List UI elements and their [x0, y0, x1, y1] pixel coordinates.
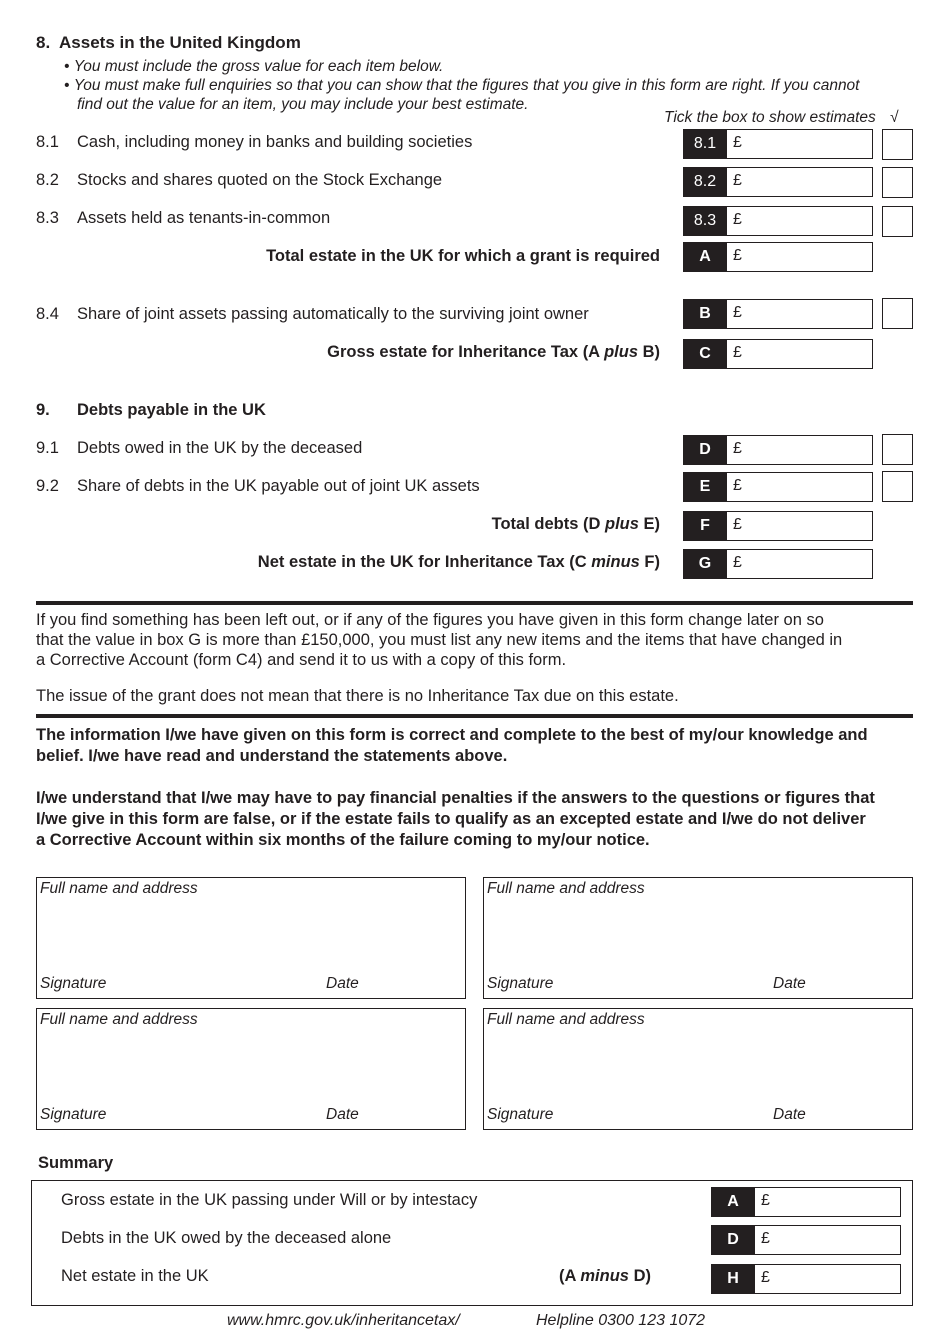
bullet-2-continued: find out the value for an item, you may include your best estimate. — [77, 96, 529, 113]
box-d-input[interactable] — [746, 440, 856, 458]
box-f-input[interactable] — [746, 516, 856, 534]
summary-box-d-amount: £ — [755, 1225, 901, 1255]
signature-label: Signature — [40, 975, 107, 992]
item-8-3-number: 8.3 — [36, 209, 59, 227]
date-label: Date — [773, 1106, 806, 1123]
date-label: Date — [326, 975, 359, 992]
name-address-label: Full name and address — [487, 1011, 645, 1028]
box-8-3-estimate-checkbox[interactable] — [882, 206, 913, 237]
section-9-number: 9. — [36, 401, 50, 419]
box-8-3-amount: £ — [727, 206, 873, 236]
box-g-input[interactable] — [746, 554, 856, 572]
signature-box-4[interactable] — [483, 1008, 913, 1130]
box-c-amount: £ — [727, 339, 873, 369]
item-8-1-label: Cash, including money in banks and building societies — [77, 133, 473, 151]
box-8-3-input[interactable] — [746, 211, 856, 229]
section-9-title: Debts payable in the UK — [77, 401, 266, 419]
box-e-estimate-checkbox[interactable] — [882, 471, 913, 502]
item-8-4-label: Share of joint assets passing automatically to the surviving joint owner — [77, 305, 589, 323]
item-9-1-label: Debts owed in the UK by the deceased — [77, 439, 363, 457]
box-c-input[interactable] — [746, 344, 856, 362]
total-a-label: Total estate in the UK for which a grant is required — [266, 247, 660, 265]
box-f-tag: F — [683, 511, 727, 541]
bullet-2: • You must make full enquiries so that you can show that the figures that you give in this form are right. If you cannot — [64, 77, 860, 94]
footer-url: www.hmrc.gov.uk/inheritancetax/ — [227, 1312, 460, 1329]
tick-mark-icon: √ — [890, 109, 899, 126]
summary-box-h-tag: H — [711, 1264, 755, 1294]
box-d-tag: D — [683, 435, 727, 465]
date-label: Date — [773, 975, 806, 992]
summary-box-h-input[interactable] — [774, 1269, 884, 1287]
net-g-label: Net estate in the UK for Inheritance Tax (C minus F) — [257, 553, 660, 571]
name-address-label: Full name and address — [487, 880, 645, 897]
box-f-amount: £ — [727, 511, 873, 541]
summary-box-a-tag: A — [711, 1187, 755, 1217]
box-g-amount: £ — [727, 549, 873, 579]
tick-note: Tick the box to show estimates √ — [664, 109, 899, 126]
notice-paragraph-1: If you find something has been left out, or if any of the figures you have given in this form change later on so that the value in box G is more than £150,000, you must list any new items and the items that have changed in a Corrective Account (form C4) and send it to us with a copy of this form. — [36, 611, 843, 669]
box-8-2-tag: 8.2 — [683, 167, 727, 197]
box-c-tag: C — [683, 339, 727, 369]
signature-box-1[interactable] — [36, 877, 466, 999]
box-a-input[interactable] — [746, 247, 856, 265]
summary-box-a-input[interactable] — [774, 1192, 884, 1210]
name-address-label: Full name and address — [40, 880, 198, 897]
footer-helpline: Helpline 0300 123 1072 — [536, 1312, 706, 1329]
signature-box-3[interactable] — [36, 1008, 466, 1130]
box-8-3-tag: 8.3 — [683, 206, 727, 236]
item-8-3-label: Assets held as tenants-in-common — [77, 209, 331, 227]
name-address-label: Full name and address — [40, 1011, 198, 1028]
summary-row-debts-label: Debts in the UK owed by the deceased alone — [61, 1229, 392, 1247]
summary-box-d-input[interactable] — [774, 1230, 884, 1248]
summary-box-d-tag: D — [711, 1225, 755, 1255]
item-8-2-label: Stocks and shares quoted on the Stock Exchange — [77, 171, 443, 189]
declaration-paragraph-1: The information I/we have given on this form is correct and complete to the best of my/our knowledge and belief. I/we have read and understand the statements above. — [36, 726, 868, 765]
section-8-number: 8. — [36, 33, 51, 52]
signature-label: Signature — [40, 1106, 107, 1123]
box-d-estimate-checkbox[interactable] — [882, 434, 913, 465]
divider-rule — [36, 601, 913, 605]
summary-box-a-amount: £ — [755, 1187, 901, 1217]
section-8-heading — [36, 33, 301, 53]
notice-paragraph-2: The issue of the grant does not mean that there is no Inheritance Tax due on this estate. — [36, 687, 679, 705]
signature-box-2[interactable] — [483, 877, 913, 999]
box-b-amount: £ — [727, 299, 873, 329]
box-a-tag: A — [683, 242, 727, 272]
item-9-2-label: Share of debts in the UK payable out of joint UK assets — [77, 477, 480, 495]
signature-label: Signature — [487, 975, 554, 992]
box-d-amount: £ — [727, 435, 873, 465]
box-8-1-input[interactable] — [746, 134, 856, 152]
box-a-amount: £ — [727, 242, 873, 272]
box-8-1-amount: £ — [727, 129, 873, 159]
box-b-tag: B — [683, 299, 727, 329]
item-9-2-number: 9.2 — [36, 477, 59, 495]
total-f-label: Total debts (D plus E) — [491, 515, 660, 533]
item-8-1-number: 8.1 — [36, 133, 59, 151]
summary-row-net-label: Net estate in the UK — [61, 1267, 209, 1285]
box-e-input[interactable] — [746, 477, 856, 495]
summary-row-gross-label: Gross estate in the UK passing under Will or by intestacy — [61, 1191, 478, 1209]
declaration-paragraph-2: I/we understand that I/we may have to pay financial penalties if the answers to the questions or figures that I/we give in this form are false, or if the estate fails to qualify as an excepted estate and I/we do not deliver a Corrective Account within six months of the failure coming to my/our notice. — [36, 789, 875, 849]
box-8-2-input[interactable] — [746, 172, 856, 190]
box-g-tag: G — [683, 549, 727, 579]
bullet-1: • You must include the gross value for each item below. — [64, 58, 444, 75]
date-label: Date — [326, 1106, 359, 1123]
box-e-amount: £ — [727, 472, 873, 502]
gross-c-label: Gross estate for Inheritance Tax (A plus B) — [327, 343, 660, 361]
section-8-title: Assets in the United Kingdom — [59, 33, 301, 52]
box-8-1-estimate-checkbox[interactable] — [882, 129, 913, 160]
box-8-2-amount: £ — [727, 167, 873, 197]
divider-rule — [36, 714, 913, 718]
summary-net-formula: (A minus D) — [559, 1267, 651, 1285]
box-8-1-tag: 8.1 — [683, 129, 727, 159]
box-b-input[interactable] — [746, 304, 856, 322]
box-e-tag: E — [683, 472, 727, 502]
summary-box-h-amount: £ — [755, 1264, 901, 1294]
box-8-2-estimate-checkbox[interactable] — [882, 167, 913, 198]
summary-title: Summary — [38, 1154, 114, 1172]
item-8-4-number: 8.4 — [36, 305, 59, 323]
box-b-estimate-checkbox[interactable] — [882, 298, 913, 329]
signature-label: Signature — [487, 1106, 554, 1123]
item-9-1-number: 9.1 — [36, 439, 59, 457]
item-8-2-number: 8.2 — [36, 171, 59, 189]
